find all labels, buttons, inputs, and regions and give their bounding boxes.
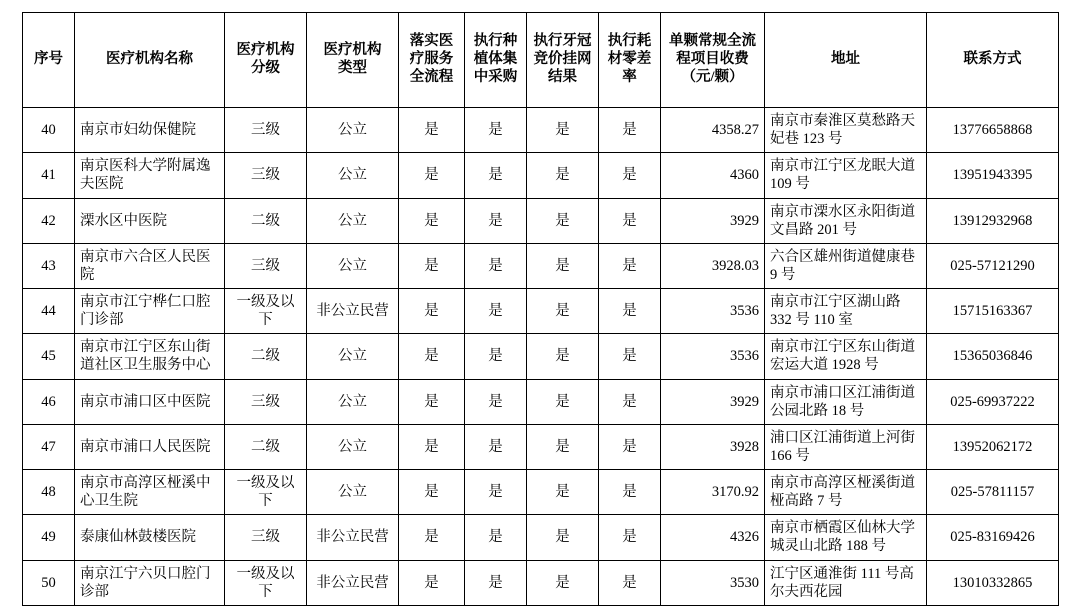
cell-institution-level: 三级 — [225, 379, 307, 424]
cell-full-process: 是 — [399, 334, 465, 379]
cell-crown-bidding: 是 — [527, 424, 599, 469]
cell-institution-level: 一级及以下 — [225, 289, 307, 334]
table-row — [23, 379, 1059, 424]
cell-address: 南京市江宁区湖山路 332 号 110 室 — [765, 289, 927, 334]
cell-institution-level: 一级及以下 — [225, 560, 307, 605]
cell-implant-purchase: 是 — [465, 153, 527, 198]
column-header-institution-type — [307, 13, 399, 108]
cell-zero-markup: 是 — [599, 289, 661, 334]
cell-zero-markup: 是 — [599, 334, 661, 379]
cell-address: 六合区雄州街道健康巷 9 号 — [765, 243, 927, 288]
cell-index: 49 — [23, 515, 75, 560]
cell-index: 40 — [23, 108, 75, 153]
cell-institution-level: 三级 — [225, 108, 307, 153]
cell-crown-bidding: 是 — [527, 379, 599, 424]
cell-institution-name: 南京市高淳区桠溪中心卫生院 — [75, 470, 225, 515]
cell-index: 44 — [23, 289, 75, 334]
table-header — [23, 13, 1059, 108]
column-header-zero-markup: 执行耗材零差率 — [599, 13, 661, 108]
cell-full-process: 是 — [399, 379, 465, 424]
cell-institution-name: 南京市妇幼保健院 — [75, 108, 225, 153]
column-header-fee: 单颗常规全流程项目收费（元/颗） — [661, 13, 765, 108]
column-header-address: 地址 — [765, 13, 927, 108]
table-row — [23, 108, 1059, 153]
cell-implant-purchase: 是 — [465, 379, 527, 424]
cell-address: 南京市江宁区龙眠大道 109 号 — [765, 153, 927, 198]
cell-crown-bidding: 是 — [527, 153, 599, 198]
cell-institution-type: 公立 — [307, 334, 399, 379]
cell-full-process: 是 — [399, 243, 465, 288]
cell-crown-bidding: 是 — [527, 289, 599, 334]
cell-index: 47 — [23, 424, 75, 469]
cell-institution-type: 公立 — [307, 243, 399, 288]
cell-institution-level: 二级 — [225, 334, 307, 379]
cell-institution-name: 溧水区中医院 — [75, 198, 225, 243]
cell-fee: 3928.03 — [661, 243, 765, 288]
cell-zero-markup: 是 — [599, 515, 661, 560]
cell-fee: 3530 — [661, 560, 765, 605]
cell-zero-markup: 是 — [599, 424, 661, 469]
cell-address: 浦口区江浦街道上河街 166 号 — [765, 424, 927, 469]
cell-zero-markup: 是 — [599, 243, 661, 288]
cell-phone: 13776658868 — [927, 108, 1059, 153]
cell-phone: 13010332865 — [927, 560, 1059, 605]
cell-institution-name: 南京市江宁桦仁口腔门诊部 — [75, 289, 225, 334]
cell-fee: 3928 — [661, 424, 765, 469]
cell-implant-purchase: 是 — [465, 560, 527, 605]
cell-institution-level: 二级 — [225, 424, 307, 469]
cell-institution-type: 公立 — [307, 198, 399, 243]
cell-fee: 3536 — [661, 334, 765, 379]
cell-fee: 3929 — [661, 379, 765, 424]
cell-crown-bidding: 是 — [527, 470, 599, 515]
table-row — [23, 515, 1059, 560]
cell-address: 南京市溧水区永阳街道文昌路 201 号 — [765, 198, 927, 243]
cell-implant-purchase: 是 — [465, 515, 527, 560]
cell-fee: 3536 — [661, 289, 765, 334]
cell-zero-markup: 是 — [599, 153, 661, 198]
cell-index: 46 — [23, 379, 75, 424]
cell-institution-name: 南京江宁六贝口腔门诊部 — [75, 560, 225, 605]
column-header-institution-level-line2: 分级 — [251, 60, 280, 76]
cell-phone: 13912932968 — [927, 198, 1059, 243]
cell-fee: 3170.92 — [661, 470, 765, 515]
cell-implant-purchase: 是 — [465, 424, 527, 469]
column-header-index: 序号 — [23, 13, 75, 108]
cell-institution-name: 南京市浦口区中医院 — [75, 379, 225, 424]
cell-fee: 4358.27 — [661, 108, 765, 153]
cell-institution-name: 南京市六合区人民医院 — [75, 243, 225, 288]
cell-implant-purchase: 是 — [465, 198, 527, 243]
cell-phone: 025-57811157 — [927, 470, 1059, 515]
cell-institution-level: 三级 — [225, 515, 307, 560]
cell-fee: 4360 — [661, 153, 765, 198]
cell-institution-level: 二级 — [225, 198, 307, 243]
table-row — [23, 289, 1059, 334]
cell-implant-purchase: 是 — [465, 243, 527, 288]
cell-address: 南京市浦口区江浦街道公园北路 18 号 — [765, 379, 927, 424]
table-row — [23, 243, 1059, 288]
column-header-institution-type-line1: 医疗机构 — [323, 42, 382, 59]
cell-crown-bidding: 是 — [527, 515, 599, 560]
cell-index: 50 — [23, 560, 75, 605]
cell-address: 南京市秦淮区莫愁路天妃巷 123 号 — [765, 108, 927, 153]
cell-implant-purchase: 是 — [465, 470, 527, 515]
cell-phone: 13951943395 — [927, 153, 1059, 198]
cell-full-process: 是 — [399, 470, 465, 515]
column-header-implant-purchase: 执行种植体集中采购 — [465, 13, 527, 108]
cell-index: 41 — [23, 153, 75, 198]
cell-zero-markup: 是 — [599, 560, 661, 605]
cell-crown-bidding: 是 — [527, 108, 599, 153]
column-header-institution-name: 医疗机构名称 — [75, 13, 225, 108]
column-header-institution-level-line1: 医疗机构 — [236, 42, 295, 59]
cell-institution-name: 泰康仙林鼓楼医院 — [75, 515, 225, 560]
cell-index: 42 — [23, 198, 75, 243]
cell-institution-type: 非公立民营 — [307, 515, 399, 560]
table-row — [23, 470, 1059, 515]
cell-phone: 025-83169426 — [927, 515, 1059, 560]
cell-phone: 025-69937222 — [927, 379, 1059, 424]
cell-full-process: 是 — [399, 289, 465, 334]
cell-institution-type: 非公立民营 — [307, 560, 399, 605]
cell-index: 48 — [23, 470, 75, 515]
cell-crown-bidding: 是 — [527, 560, 599, 605]
cell-institution-name: 南京市浦口人民医院 — [75, 424, 225, 469]
table-row — [23, 198, 1059, 243]
column-header-full-process: 落实医疗服务全流程 — [399, 13, 465, 108]
cell-institution-name: 南京市江宁区东山街道社区卫生服务中心 — [75, 334, 225, 379]
cell-institution-type: 公立 — [307, 470, 399, 515]
cell-institution-level: 一级及以下 — [225, 470, 307, 515]
cell-institution-type: 公立 — [307, 153, 399, 198]
cell-zero-markup: 是 — [599, 379, 661, 424]
cell-crown-bidding: 是 — [527, 243, 599, 288]
cell-address: 南京市栖霞区仙林大学城灵山北路 188 号 — [765, 515, 927, 560]
cell-address: 南京市江宁区东山街道宏运大道 1928 号 — [765, 334, 927, 379]
cell-institution-type: 公立 — [307, 424, 399, 469]
cell-institution-name: 南京医科大学附属逸夫医院 — [75, 153, 225, 198]
cell-institution-level: 三级 — [225, 243, 307, 288]
cell-fee: 3929 — [661, 198, 765, 243]
column-header-crown-bidding: 执行牙冠竞价挂网结果 — [527, 13, 599, 108]
table-row — [23, 424, 1059, 469]
cell-crown-bidding: 是 — [527, 198, 599, 243]
cell-full-process: 是 — [399, 560, 465, 605]
table-row — [23, 560, 1059, 605]
cell-phone: 15715163367 — [927, 289, 1059, 334]
cell-institution-type: 公立 — [307, 108, 399, 153]
column-header-institution-type-line2: 类型 — [338, 60, 367, 76]
cell-full-process: 是 — [399, 153, 465, 198]
cell-full-process: 是 — [399, 515, 465, 560]
cell-phone: 025-57121290 — [927, 243, 1059, 288]
cell-zero-markup: 是 — [599, 108, 661, 153]
cell-crown-bidding: 是 — [527, 334, 599, 379]
cell-fee: 4326 — [661, 515, 765, 560]
medical-institutions-table — [22, 12, 1059, 606]
table-row — [23, 153, 1059, 198]
cell-full-process: 是 — [399, 198, 465, 243]
column-header-institution-level — [225, 13, 307, 108]
cell-institution-type: 公立 — [307, 379, 399, 424]
cell-implant-purchase: 是 — [465, 108, 527, 153]
cell-institution-level: 三级 — [225, 153, 307, 198]
cell-address: 江宁区通淮街 111 号高尔夫西花园 — [765, 560, 927, 605]
cell-address: 南京市高淳区桠溪街道桠高路 7 号 — [765, 470, 927, 515]
column-header-phone: 联系方式 — [927, 13, 1059, 108]
cell-zero-markup: 是 — [599, 198, 661, 243]
cell-index: 45 — [23, 334, 75, 379]
cell-institution-type: 非公立民营 — [307, 289, 399, 334]
cell-zero-markup: 是 — [599, 470, 661, 515]
cell-implant-purchase: 是 — [465, 334, 527, 379]
cell-index: 43 — [23, 243, 75, 288]
table-header-row — [23, 13, 1059, 108]
table-body — [23, 108, 1059, 606]
cell-phone: 13952062172 — [927, 424, 1059, 469]
cell-full-process: 是 — [399, 424, 465, 469]
table-row — [23, 334, 1059, 379]
cell-phone: 15365036846 — [927, 334, 1059, 379]
cell-implant-purchase: 是 — [465, 289, 527, 334]
cell-full-process: 是 — [399, 108, 465, 153]
